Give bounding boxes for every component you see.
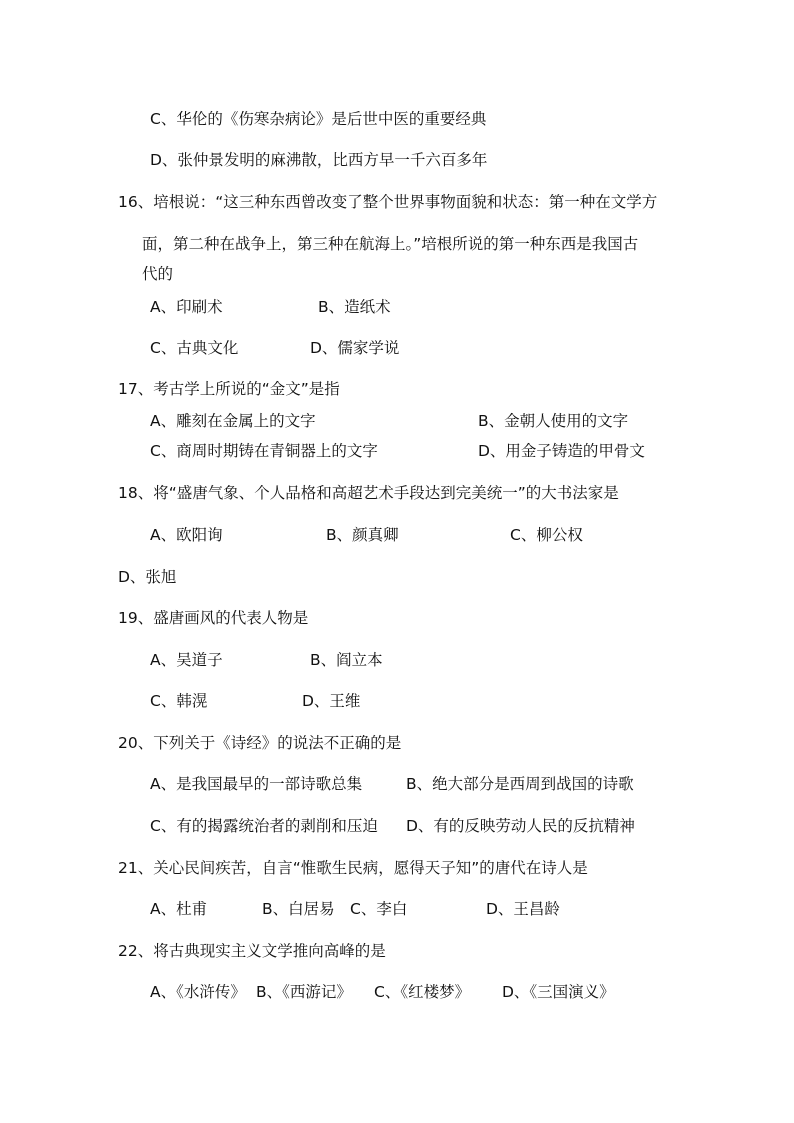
q21-option-d: D、王昌龄	[486, 900, 560, 918]
q22-option-d: D、《三国演义》	[502, 983, 615, 1001]
q19-option-c: C、韩滉	[150, 692, 208, 710]
q18-option-d: D、张旭	[118, 568, 177, 586]
q16-option-b: B、造纸术	[318, 298, 391, 316]
q17-option-b: B、金朝人使用的文字	[478, 412, 629, 430]
q21-option-b: B、白居易	[262, 900, 335, 918]
q22-stem: 22、将古典现实主义文学推向高峰的是	[118, 942, 386, 960]
q15-option-c: C、华伦的《伤寒杂病论》是后世中医的重要经典	[150, 110, 487, 128]
q16-option-c: C、古典文化	[150, 339, 239, 357]
q18-stem: 18、将“盛唐气象、个人品格和高超艺术手段达到完美统一”的大书法家是	[118, 484, 619, 502]
q17-option-c: C、商周时期铸在青铜器上的文字	[150, 442, 378, 460]
q20-option-b: B、绝大部分是西周到战国的诗歌	[406, 775, 634, 793]
q21-option-a: A、杜甫	[150, 900, 208, 918]
q20-stem: 20、下列关于《诗经》的说法不正确的是	[118, 734, 402, 752]
q21-stem: 21、关心民间疾苦，自言“惟歌生民病，愿得天子知”的唐代在诗人是	[118, 859, 588, 877]
q22-option-c: C、《红楼梦》	[374, 983, 471, 1001]
q20-option-d: D、有的反映劳动人民的反抗精神	[406, 817, 635, 835]
q20-option-c: C、有的揭露统治者的剥削和压迫	[150, 817, 378, 835]
q17-option-a: A、雕刻在金属上的文字	[150, 412, 316, 430]
q22-option-b: B、《西游记》	[256, 983, 352, 1001]
q17-stem: 17、考古学上所说的“金文”是指	[118, 380, 340, 398]
q16-option-a: A、印刷术	[150, 298, 223, 316]
q18-option-c: C、柳公权	[510, 526, 583, 544]
q18-option-a: A、欧阳询	[150, 526, 223, 544]
q16-stem-line-3: 代的	[142, 265, 174, 283]
q17-option-d: D、用金子铸造的甲骨文	[478, 442, 645, 460]
q22-option-a: A、《水浒传》	[150, 983, 246, 1001]
q16-stem-line-2: 面，第二种在战争上，第三种在航海上。”培根所说的第一种东西是我国古	[142, 235, 639, 253]
q19-stem: 19、盛唐画风的代表人物是	[118, 609, 309, 627]
q16-stem-line-1: 16、培根说：“这三种东西曾改变了整个世界事物面貌和状态：第一种在文学方	[118, 193, 658, 211]
q19-option-a: A、吴道子	[150, 651, 223, 669]
q15-option-d: D、张仲景发明的麻沸散，比西方早一千六百多年	[150, 151, 488, 169]
q20-option-a: A、是我国最早的一部诗歌总集	[150, 775, 363, 793]
q16-option-d: D、儒家学说	[310, 339, 400, 357]
q18-option-b: B、颜真卿	[326, 526, 399, 544]
q19-option-b: B、阎立本	[310, 651, 383, 669]
q19-option-d: D、王维	[302, 692, 361, 710]
q21-option-c: C、李白	[350, 900, 408, 918]
